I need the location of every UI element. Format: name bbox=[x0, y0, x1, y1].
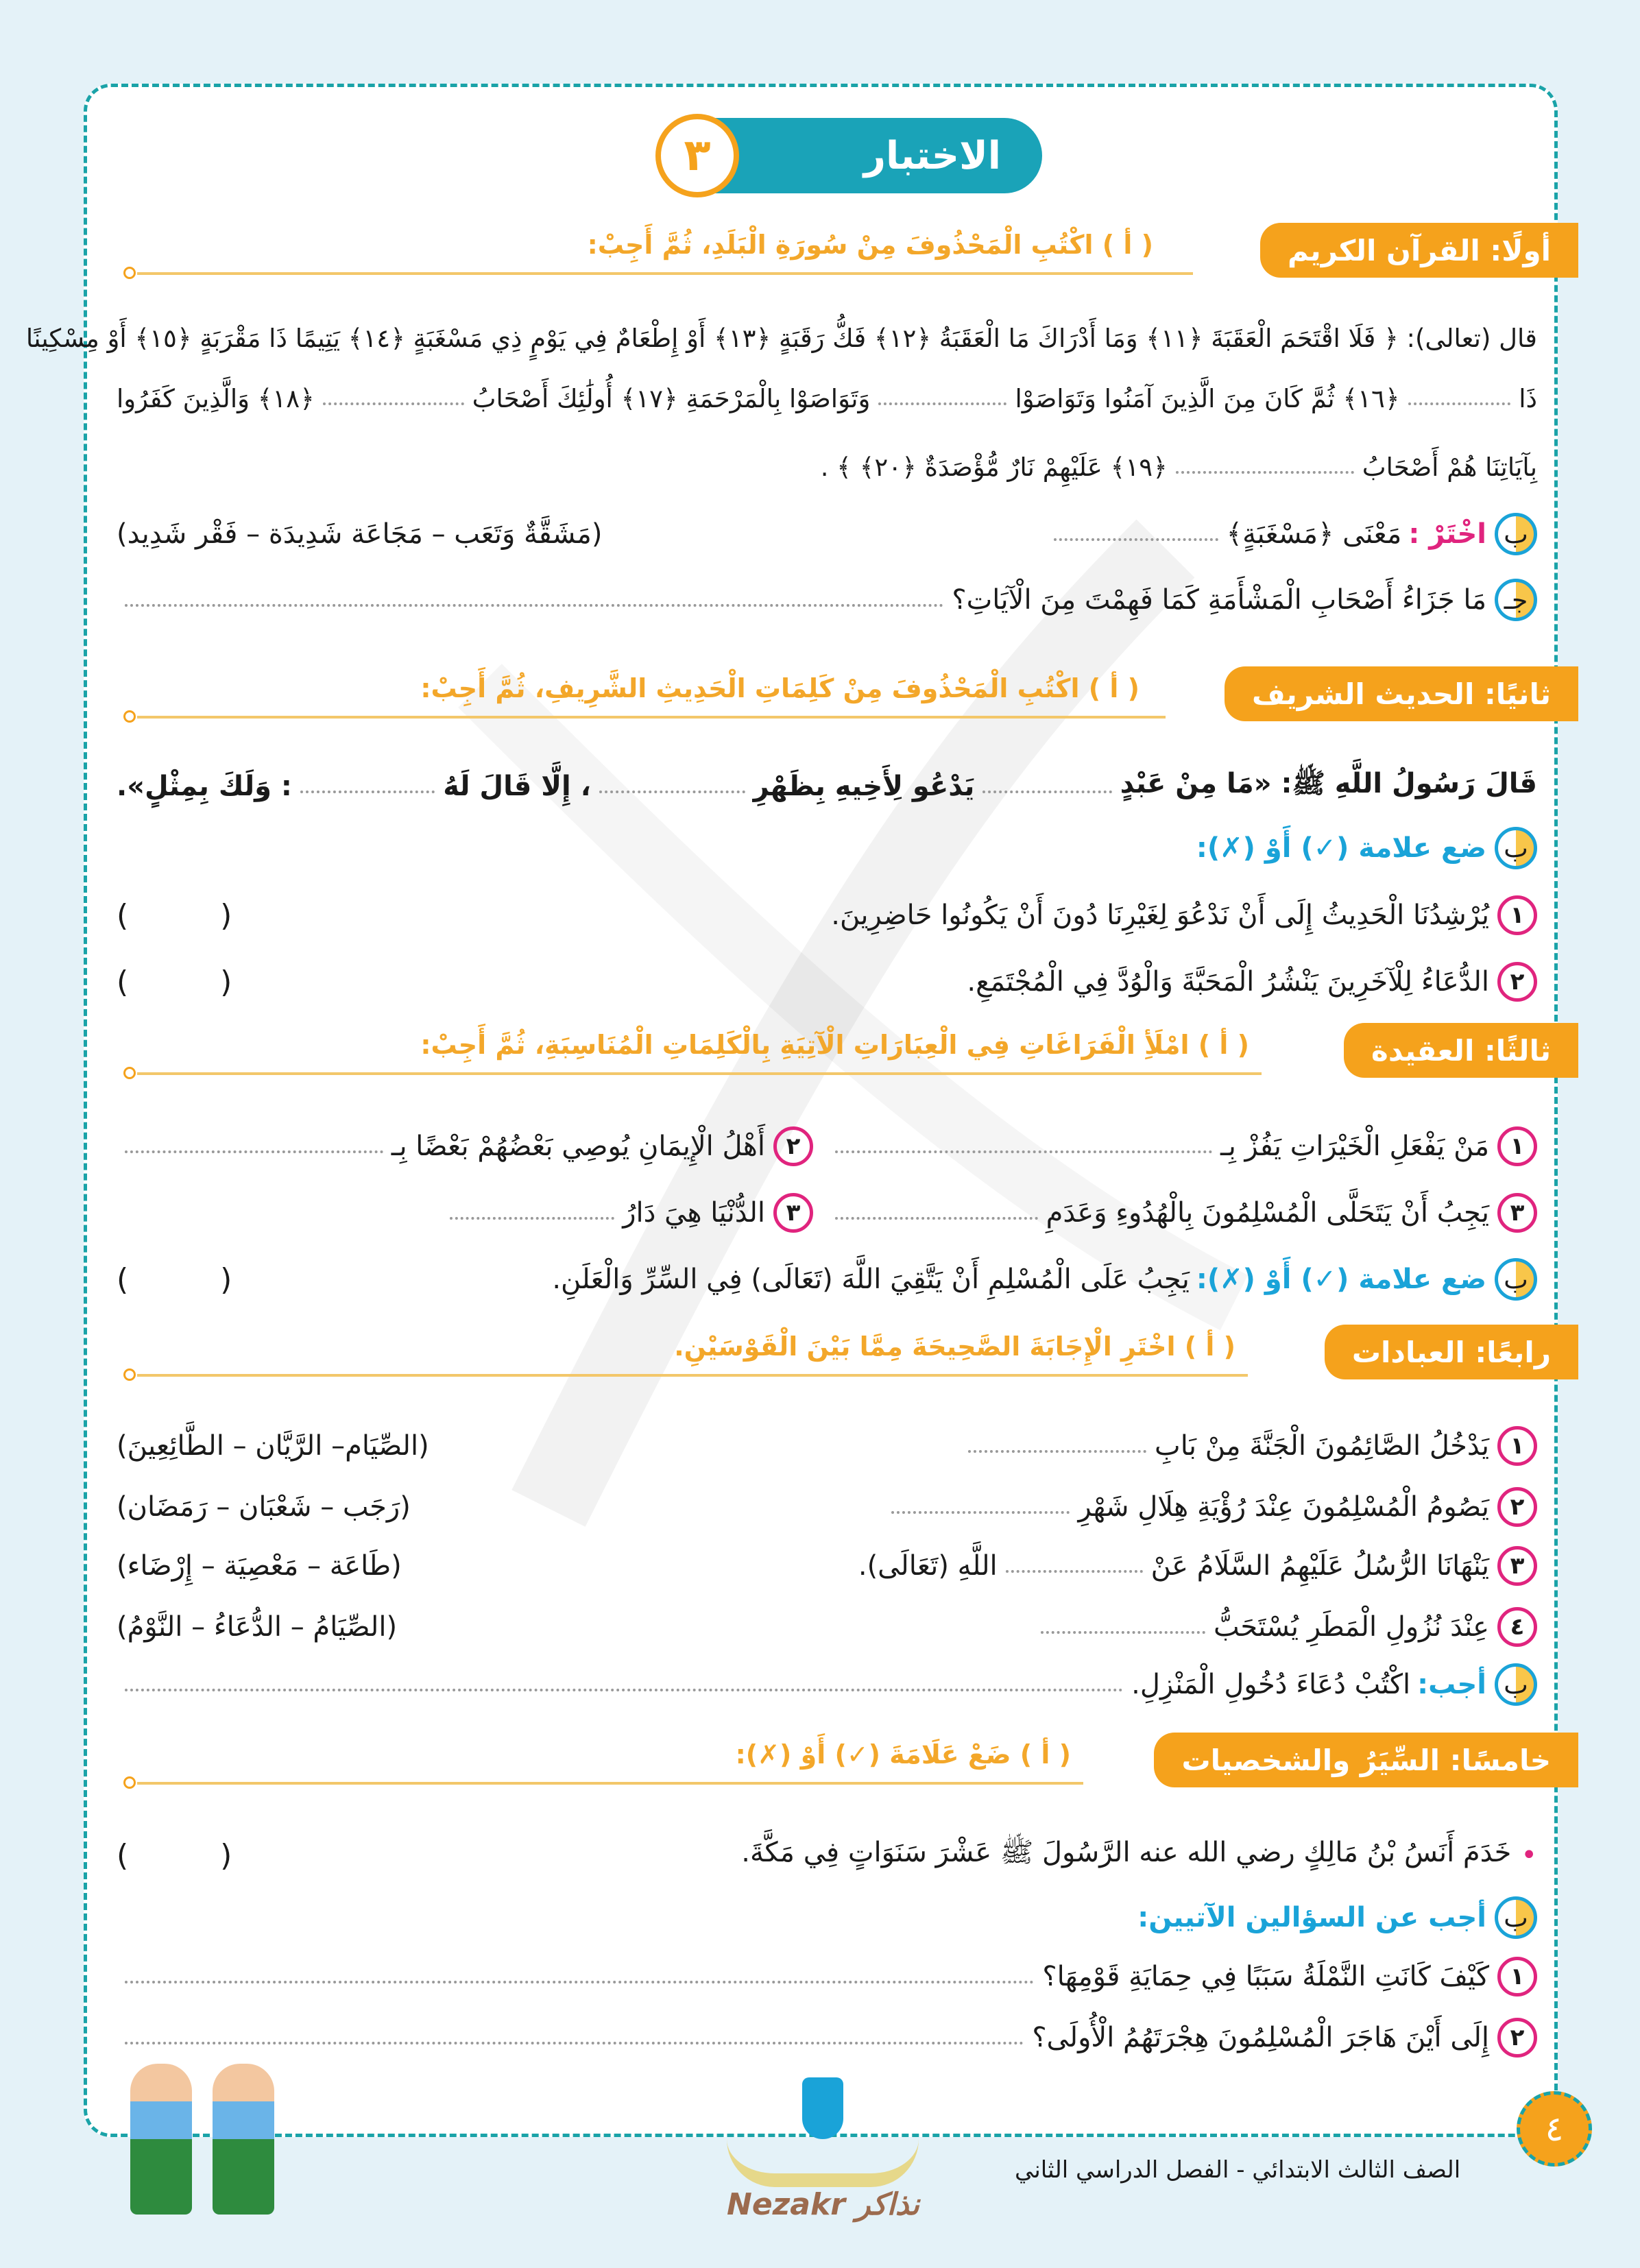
statement: أَهْلُ الْإِيمَانِ يُوصِي بَعْضُهُمْ بَعْضًا بِـ bbox=[391, 1131, 765, 1162]
true-false-item bbox=[117, 1831, 1537, 1879]
number-badge: ٢ bbox=[1497, 962, 1537, 1002]
letter-badge: ب bbox=[1495, 1663, 1537, 1706]
question-label: اخْتَرْ : bbox=[1408, 518, 1486, 550]
statement: يَجِبُ أَنْ يَتَحَلَّى الْمُسْلِمُونَ بِالْهُدُوءِ وَعَدَمِ bbox=[1046, 1197, 1489, 1229]
divider bbox=[137, 1374, 1248, 1377]
kids-illustration bbox=[117, 2064, 309, 2228]
open-question bbox=[117, 1953, 1537, 2001]
statement: الدُّنْيَا هِيَ دَارُ bbox=[623, 1197, 765, 1229]
number-badge: ٢ bbox=[1497, 2018, 1537, 2058]
statement: يَدْخُلُ الصَّائِمُونَ الْجَنَّةَ مِنْ بَابِ bbox=[1155, 1430, 1489, 1462]
section-ibadat-header bbox=[123, 1325, 1578, 1386]
number-badge: ٤ bbox=[1497, 1607, 1537, 1647]
true-false-item bbox=[117, 891, 1537, 939]
number-badge: ٣ bbox=[1497, 1546, 1537, 1586]
question-b bbox=[117, 1661, 1537, 1709]
section-instruction: ( أ ) اكْتُبِ الْمَحْذُوفَ مِنْ كَلِمَاتِ الْحَدِيثِ الشَّرِيفِ، ثُمَّ أَجِبْ: bbox=[420, 673, 1139, 703]
question-b bbox=[117, 824, 1537, 872]
hadith-text: يَدْعُو لِأَخِيهِ بِظَهْرِ bbox=[753, 771, 975, 802]
footer-grade: الصف الثالث الابتدائي - الفصل الدراسي الثاني bbox=[1015, 2156, 1461, 2184]
question-b bbox=[117, 1894, 1537, 1942]
statement: عِنْدَ نُزُولِ الْمَطَرِ يُسْتَحَبُّ bbox=[1214, 1611, 1489, 1643]
quran-text: ذَا bbox=[1519, 383, 1537, 413]
quran-text: ﴿١٩﴾ عَلَيْهِمْ نَارٌ مُّؤْصَدَةٌ ﴿٢٠﴾ ﴾ . bbox=[820, 452, 1168, 482]
hadith-text: : وَلَكَ بِمِثْلٍ». bbox=[117, 771, 292, 802]
exam-title-label: الاختبار bbox=[863, 133, 1001, 178]
nezakr-logo bbox=[727, 2077, 919, 2242]
blank[interactable] bbox=[599, 780, 745, 793]
number-badge: ٢ bbox=[773, 1126, 813, 1166]
section-instruction: ( أ ) اخْتَرِ الْإِجَابَةَ الصَّحِيحَةَ مِمَّا بَيْنَ الْقَوْسَيْنِ. bbox=[674, 1331, 1235, 1362]
answer-blank[interactable] bbox=[1054, 527, 1218, 541]
answer-blank[interactable] bbox=[125, 593, 943, 607]
number-badge: ١ bbox=[1497, 1957, 1537, 1996]
fill-row bbox=[117, 1189, 1537, 1237]
statement: كَيْفَ كَانَتِ النَّمْلَةُ سَبَبًا فِي حِمَايَةِ قَوْمِهَا؟ bbox=[1042, 1961, 1489, 1992]
choice-item bbox=[117, 1483, 1537, 1531]
blank[interactable] bbox=[1041, 1620, 1205, 1634]
question-text: مَا جَزَاءُ أَصْحَابِ الْمَشْأَمَةِ كَمَا فَهِمْتَ مِنَ الْآيَاتِ؟ bbox=[952, 584, 1486, 616]
number-badge: ١ bbox=[1497, 1126, 1537, 1166]
open-question bbox=[117, 2014, 1537, 2062]
line-dot bbox=[123, 710, 136, 723]
line-dot bbox=[123, 267, 136, 279]
section-tab: رابعًا: العبادات bbox=[1325, 1325, 1578, 1379]
section-seerah-header bbox=[123, 1733, 1578, 1794]
number-badge: ٢ bbox=[1497, 1487, 1537, 1527]
section-quran-header bbox=[123, 223, 1578, 285]
statement: يَجِبُ عَلَى الْمُسْلِمِ أَنْ يَتَّقِيَ اللَّهَ (تَعَالَى) فِي السِّرِّ وَالْعَلَنِ. bbox=[552, 1264, 1190, 1295]
quran-text: وَتَوَاصَوْا بِالْمَرْحَمَةِ ﴿١٧﴾ أُولَٰئِكَ أَصْحَابُ bbox=[472, 383, 871, 413]
blank[interactable] bbox=[982, 780, 1111, 793]
hadith-text: قَالَ رَسُولُ اللَّهِ ﷺ: «مَا مِنْ عَبْدٍ bbox=[1120, 768, 1537, 799]
section-tab: ثانيًا: الحديث الشريف bbox=[1225, 666, 1578, 721]
section-instruction: ( أ ) امْلَأِ الْفَرَاغَاتِ فِي الْعِبَارَاتِ الْآتِيَةِ بِالْكَلِمَاتِ الْمُنَاسِبَةِ، ثُمَّ أَجِبْ: bbox=[420, 1030, 1249, 1060]
number-badge: ١ bbox=[1497, 1426, 1537, 1466]
blank[interactable] bbox=[1408, 391, 1511, 405]
question-label: أجب: bbox=[1417, 1669, 1486, 1700]
true-false-item bbox=[117, 958, 1537, 1006]
letter-badge: ب bbox=[1495, 827, 1537, 869]
quran-line-1 bbox=[25, 314, 1537, 362]
blank[interactable] bbox=[835, 1139, 1212, 1153]
statement: يَنْهَانَا الرُّسُلُ عَلَيْهِمُ السَّلَامُ عَنْ bbox=[1150, 1550, 1489, 1582]
statement: الدُّعَاءُ لِلْآخَرِينَ يَنْشُرُ الْمَحَبَّةَ وَالْوُدَّ فِي الْمُجْتَمَعِ. bbox=[967, 966, 1489, 998]
letter-badge: ب bbox=[1495, 513, 1537, 555]
page-number: ٤ bbox=[1517, 2091, 1592, 2167]
line-dot bbox=[123, 1368, 136, 1381]
statement: مَنْ يَفْعَلِ الْخَيْرَاتِ يَفُزْ بِـ bbox=[1220, 1131, 1489, 1162]
exam-number: ٣ bbox=[655, 114, 739, 197]
blank[interactable] bbox=[835, 1206, 1038, 1220]
bullet-icon: • bbox=[1521, 1839, 1537, 1871]
statement: خَدَمَ أَنَسُ بْنُ مَالِكٍ رضي الله عنه الرَّسُولَ ﷺ عَشْرَ سَنَوَاتٍ فِي مَكَّةَ. bbox=[741, 1837, 1512, 1868]
line-dot bbox=[123, 1776, 136, 1789]
number-badge: ٣ bbox=[773, 1193, 813, 1233]
divider bbox=[137, 1782, 1083, 1785]
quran-line-2 bbox=[117, 374, 1537, 422]
options: (الصِّيَام– الرَّيَّان – الطَّائِعِينَ) bbox=[117, 1430, 429, 1462]
exam-title bbox=[658, 118, 1042, 193]
options: (الصِّيَامُ – الدُّعَاءُ – النَّوْمُ) bbox=[117, 1611, 398, 1643]
question-text: مَعْنَى ﴿مَسْغَبَةٍ﴾ bbox=[1226, 518, 1402, 550]
line-dot bbox=[123, 1067, 136, 1079]
statement: يُرْشِدُنَا الْحَدِيثُ إِلَى أَنْ نَدْعُوَ لِغَيْرِنَا دُونَ أَنْ يَكُونُوا حَاضِرِينَ. bbox=[831, 900, 1489, 931]
answer-parens[interactable]: ( ) bbox=[117, 897, 274, 933]
choice-item bbox=[117, 1542, 1537, 1590]
statement: يَصُومُ الْمُسْلِمُونَ عِنْدَ رُؤْيَةِ هِلَالِ شَهْرِ bbox=[1078, 1491, 1489, 1523]
quran-text: قال (تعالى): ﴿ فَلَا اقْتَحَمَ الْعَقَبَةَ ﴿١١﴾ وَمَا أَدْرَاكَ مَا الْعَقَبَةُ ﴿١٢﴾ فَكُّ رَقَبَةٍ ﴿١٣﴾ أَوْ إِطْعَامٌ فِي يَوْمٍ ذِي مَسْغَبَةٍ ﴿١٤﴾ يَتِيمًا ذَا مَقْرَبَةٍ ﴿١٥﴾ أَوْ مِسْكِينًا bbox=[25, 323, 1537, 353]
question-label: ضع علامة (✓) أَوْ (✗): bbox=[1196, 1264, 1486, 1295]
book-icon bbox=[727, 2139, 919, 2187]
blank[interactable] bbox=[300, 780, 435, 793]
divider bbox=[137, 272, 1193, 275]
number-badge: ١ bbox=[1497, 895, 1537, 935]
section-tab: خامسًا: السِّيَرُ والشخصيات bbox=[1154, 1733, 1578, 1787]
statement: اللَّهِ (تَعَالَى). bbox=[858, 1550, 998, 1582]
section-instruction: ( أ ) ضَعْ عَلَامَةَ (✓) أَوْ (✗): bbox=[735, 1739, 1071, 1770]
letter-badge: ب bbox=[1495, 1258, 1537, 1301]
fill-row bbox=[117, 1122, 1537, 1170]
logo-text: Nezakr نذاكر bbox=[727, 2187, 920, 2222]
divider bbox=[137, 1072, 1262, 1075]
choice-item bbox=[117, 1422, 1537, 1470]
kid-figure bbox=[213, 2064, 274, 2215]
question-c bbox=[117, 576, 1537, 624]
blank[interactable] bbox=[891, 1500, 1070, 1514]
answer-blank[interactable] bbox=[125, 1970, 1034, 1983]
section-hadith-header bbox=[123, 666, 1578, 728]
blank[interactable] bbox=[450, 1206, 614, 1220]
question-b bbox=[117, 510, 1537, 558]
answer-parens[interactable]: ( ) bbox=[117, 1262, 274, 1297]
choice-item bbox=[117, 1603, 1537, 1651]
letter-badge: ب bbox=[1495, 1896, 1537, 1939]
number-badge: ٣ bbox=[1497, 1193, 1537, 1233]
graduation-cap-icon bbox=[802, 2077, 843, 2139]
options: (مَشَقَّةٌ وَتَعَب – مَجَاعَة شَدِيدَة – فَقْر شَدِيد) bbox=[117, 518, 603, 550]
question-b bbox=[117, 1255, 1537, 1303]
quran-line-3 bbox=[117, 443, 1537, 491]
statement: اكْتُبْ دُعَاءَ دُخُولِ الْمَنْزِلِ. bbox=[1131, 1669, 1411, 1700]
question-label: أجب عن السؤالين الآتيين: bbox=[1137, 1902, 1486, 1933]
blank[interactable] bbox=[323, 391, 464, 405]
blank[interactable] bbox=[1006, 1559, 1143, 1573]
answer-parens[interactable]: ( ) bbox=[117, 1837, 274, 1873]
answer-blank[interactable] bbox=[125, 1678, 1123, 1691]
hadith-line bbox=[117, 762, 1537, 810]
blank[interactable] bbox=[968, 1439, 1146, 1453]
question-label: ضع علامة (✓) أَوْ (✗): bbox=[1196, 832, 1486, 864]
answer-parens[interactable]: ( ) bbox=[117, 964, 274, 1000]
section-instruction: ( أ ) اكْتُبِ الْمَحْذُوفَ مِنْ سُورَةِ الْبَلَدِ، ثُمَّ أَجِبْ: bbox=[587, 230, 1153, 260]
kid-figure bbox=[130, 2064, 192, 2215]
quran-text: بِآيَاتِنَا هُمْ أَصْحَابُ bbox=[1362, 452, 1537, 482]
hadith-text: ، إِلَّا قَالَ لَهُ bbox=[443, 771, 591, 802]
options: (رَجَب – شَعْبَان – رَمَضَان) bbox=[117, 1491, 411, 1523]
section-tab: أولًا: القرآن الكريم bbox=[1260, 223, 1578, 278]
letter-badge: جـ bbox=[1495, 579, 1537, 621]
section-aqeeda-header bbox=[123, 1023, 1578, 1085]
options: (طَاعَة – مَعْصِيَة – إِرْضَاء) bbox=[117, 1550, 402, 1582]
divider bbox=[137, 716, 1166, 719]
quran-text: ﴿١٨﴾ وَالَّذِينَ كَفَرُوا bbox=[117, 383, 315, 413]
section-tab: ثالثًا: العقيدة bbox=[1344, 1023, 1578, 1078]
blank[interactable] bbox=[1176, 460, 1354, 474]
quran-text: ﴿١٦﴾ ثُمَّ كَانَ مِنَ الَّذِينَ آمَنُوا وَتَوَاصَوْا bbox=[1015, 383, 1400, 413]
blank[interactable] bbox=[125, 1139, 383, 1153]
blank[interactable] bbox=[878, 391, 1006, 405]
answer-blank[interactable] bbox=[125, 2031, 1024, 2044]
statement: إِلَى أَيْنَ هَاجَرَ الْمُسْلِمُونَ هِجْرَتَهُمُ الْأُولَى؟ bbox=[1032, 2022, 1489, 2053]
